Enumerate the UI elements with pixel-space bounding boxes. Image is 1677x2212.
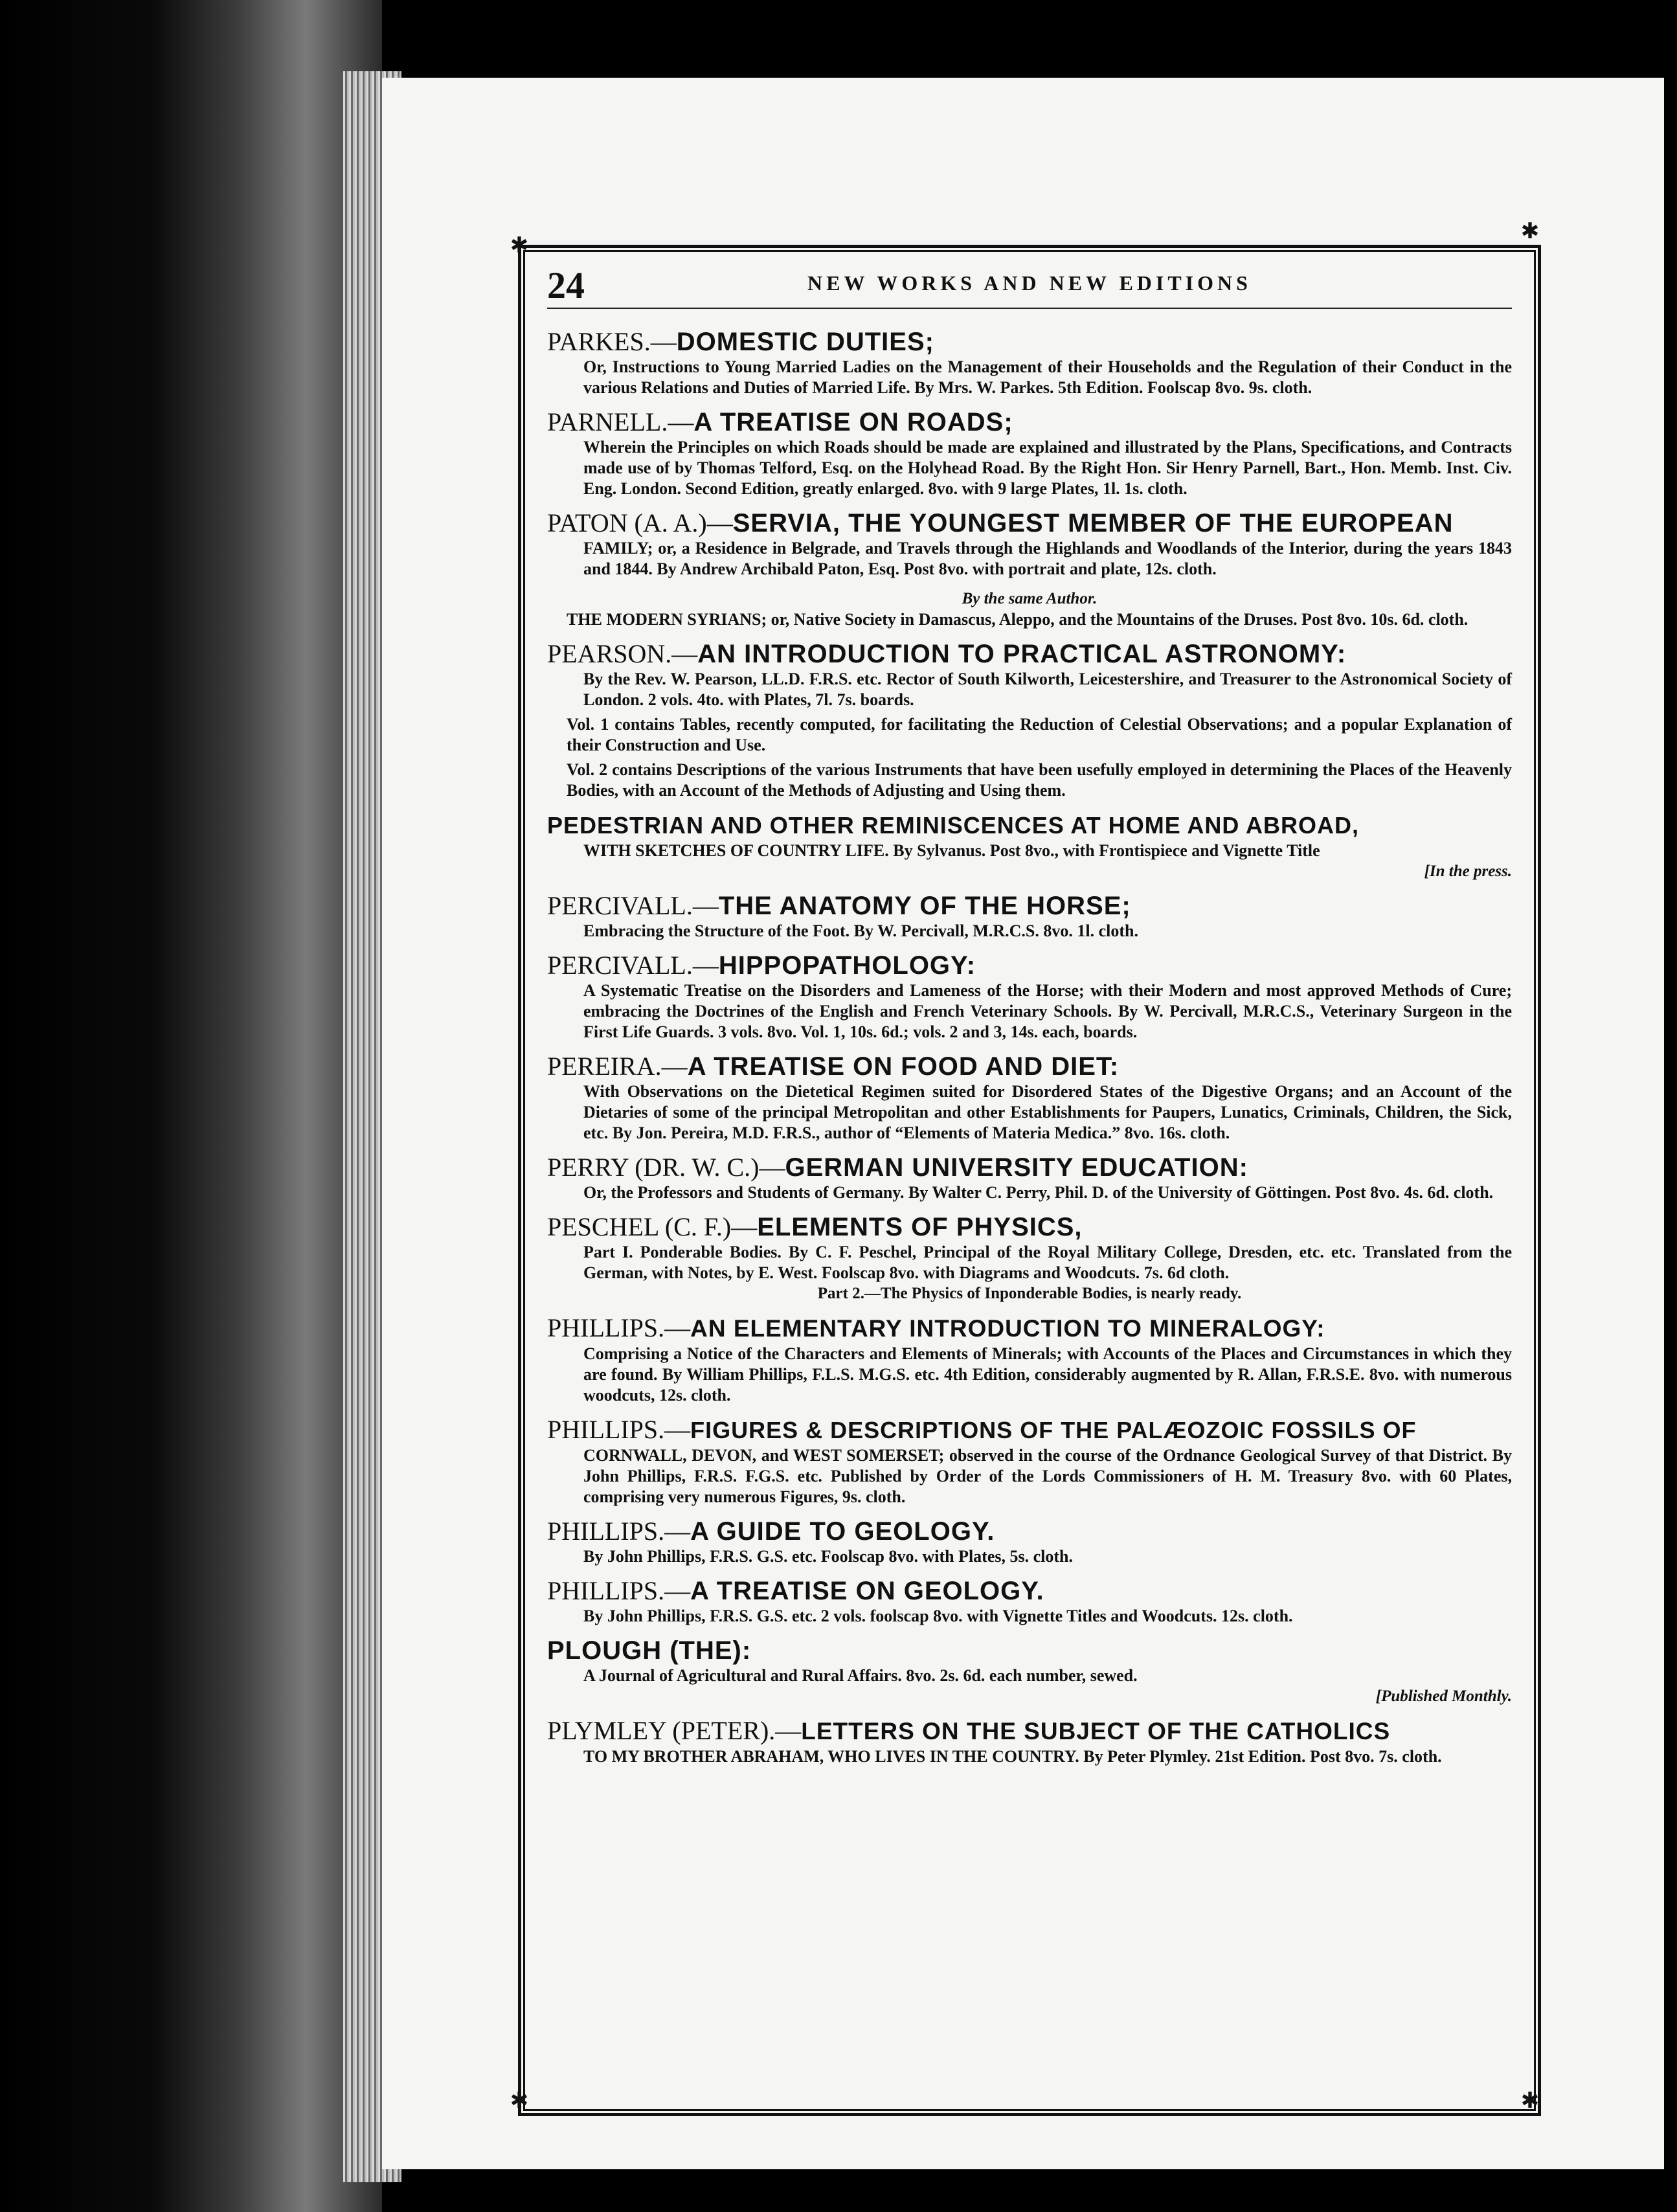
entry-author: PERCIVALL.— bbox=[547, 891, 719, 920]
corner-ornament-icon: ✱ bbox=[510, 2089, 529, 2113]
entry-plough bbox=[547, 1636, 1512, 1707]
entry-description: With Observations on the Dietetical Regimen suited for Disordered States of the Digestive Organs; and an Account of the Dietaries of some of the principal Metropolitan and other Establishments for Paupers, Lunatics, Criminals, Children, the Sick, etc. By Jon. Pereira, M.D. F.R.S., author of “Elements of Materia Medica.” 8vo. 16s. cloth. bbox=[583, 1082, 1512, 1142]
entry-phillips-fossils bbox=[547, 1415, 1512, 1507]
entry-percivall-anatomy bbox=[547, 891, 1512, 942]
entry-title: A TREATISE ON ROADS; bbox=[693, 408, 1013, 436]
entry-pearson bbox=[547, 639, 1512, 801]
entry-perry bbox=[547, 1153, 1512, 1203]
entry-author: PARKES.— bbox=[547, 327, 677, 356]
entry-pedestrian bbox=[547, 810, 1512, 882]
entry-paton bbox=[547, 508, 1512, 580]
entry-description: TO MY BROTHER ABRAHAM, WHO LIVES IN THE COUNTRY. By Peter Plymley. 21st Edition. Post 8vo. 7s. cloth. bbox=[583, 1747, 1442, 1766]
entry-description: Part I. Ponderable Bodies. By C. F. Peschel, Principal of the Royal Military College, Dresden, etc. etc. Translated from the German, with Notes, by E. West. Foolscap 8vo. with Diagrams and Woodcuts. 7s. 6d cloth. bbox=[583, 1243, 1512, 1282]
entry-description: THE MODERN SYRIANS; or, Native Society in Damascus, Aleppo, and the Mountains of the Druses. Post 8vo. 10s. 6d. cloth. bbox=[567, 610, 1469, 629]
page-header bbox=[547, 264, 1512, 309]
volume-note: Vol. 1 contains Tables, recently computed, for facilitating the Reduction of Celestial Observations; and a popular Explanation of their Construction and Use. bbox=[567, 715, 1512, 754]
entry-pereira bbox=[547, 1052, 1512, 1144]
entry-plymley bbox=[547, 1716, 1512, 1767]
entry-title: A TREATISE ON GEOLOGY. bbox=[690, 1577, 1044, 1605]
catalogue-entries bbox=[547, 327, 1512, 1776]
entry-author: PERCIVALL.— bbox=[547, 951, 719, 980]
entry-title: AN INTRODUCTION TO PRACTICAL ASTRONOMY: bbox=[697, 640, 1347, 668]
entry-title: PEDESTRIAN AND OTHER REMINISCENCES AT HOME AND ABROAD, bbox=[547, 812, 1360, 839]
corner-ornament-icon: ✱ bbox=[1520, 2089, 1540, 2113]
entry-title: A TREATISE ON FOOD AND DIET: bbox=[687, 1052, 1120, 1081]
entry-title: SERVIA, THE YOUNGEST MEMBER OF THE EUROPEAN bbox=[732, 509, 1454, 537]
entry-title: PLOUGH (THE): bbox=[547, 1636, 752, 1665]
entry-author: PLYMLEY (PETER).— bbox=[547, 1716, 802, 1745]
entry-description: Or, Instructions to Young Married Ladies on the Management of their Households and the Regulation of their Conduct in the various Relations and Duties of Married Life. By Mrs. W. Parkes. 5th Edition. Foolscap 8vo. 9s. cloth. bbox=[583, 357, 1512, 397]
entry-phillips-guide bbox=[547, 1517, 1512, 1567]
entry-description: By John Phillips, F.R.S. G.S. etc. 2 vols. foolscap 8vo. with Vignette Titles and Woodcuts. 12s. cloth. bbox=[583, 1607, 1293, 1625]
entry-author: PARNELL.— bbox=[547, 407, 694, 436]
entry-title: AN ELEMENTARY INTRODUCTION TO MINERALOGY: bbox=[690, 1315, 1325, 1342]
book-spine bbox=[0, 0, 382, 2212]
entry-description: Embracing the Structure of the Foot. By W. Percivall, M.R.C.S. 8vo. 1l. cloth. bbox=[583, 921, 1138, 940]
entry-description: Comprising a Notice of the Characters and Elements of Minerals; with Accounts of the Places and Circumstances in which they are found. By William Phillips, F.L.S. M.G.S. etc. 4th Edition, considerably augmented by R. Allan, F.R.S.E. 8vo. with numerous woodcuts, 12s. cloth. bbox=[583, 1344, 1512, 1405]
entry-title: ELEMENTS OF PHYSICS, bbox=[757, 1213, 1083, 1241]
entry-parnell bbox=[547, 407, 1512, 499]
entry-description: Or, the Professors and Students of Germany. By Walter C. Perry, Phil. D. of the University of Göttingen. Post 8vo. 4s. 6d. cloth. bbox=[583, 1183, 1494, 1202]
entry-author: PHILLIPS.— bbox=[547, 1313, 691, 1342]
entry-author: PHILLIPS.— bbox=[547, 1415, 691, 1444]
entry-title: GERMAN UNIVERSITY EDUCATION: bbox=[785, 1153, 1248, 1182]
entry-peschel bbox=[547, 1212, 1512, 1304]
entry-title: FIGURES & DESCRIPTIONS OF THE PALÆOZOIC FOSSILS OF bbox=[690, 1417, 1417, 1443]
corner-ornament-icon: ✱ bbox=[510, 234, 529, 258]
entry-phillips-mineralogy bbox=[547, 1313, 1512, 1406]
entry-description: By John Phillips, F.R.S. G.S. etc. Foolscap 8vo. with Plates, 5s. cloth. bbox=[583, 1547, 1073, 1566]
part-note: Part 2.—The Physics of Inponderable Bodies, is nearly ready. bbox=[817, 1285, 1242, 1302]
entry-title: LETTERS ON THE SUBJECT OF THE CATHOLICS bbox=[801, 1718, 1391, 1744]
entry-description: FAMILY; or, a Residence in Belgrade, and Travels through the Highlands and Woodlands of the Interior, during the years 1843 and 1844. By Andrew Archibald Paton, Esq. Post 8vo. with portrait and plate, 12s. cloth. bbox=[583, 539, 1512, 578]
entry-author: PEARSON.— bbox=[547, 639, 698, 668]
entry-title: DOMESTIC DUTIES; bbox=[676, 328, 934, 356]
entry-title: A GUIDE TO GEOLOGY. bbox=[690, 1517, 995, 1546]
entry-title: HIPPOPATHOLOGY: bbox=[718, 951, 976, 980]
volume-note: Vol. 2 contains Descriptions of the various Instruments that have been usefully employed in determining the Places of the Heavenly Bodies, with an Account of the Methods of Adjusting and Using them. bbox=[567, 760, 1512, 800]
entry-description: CORNWALL, DEVON, and WEST SOMERSET; observed in the course of the Ordnance Geological Survey of that District. By John Phillips, F.R.S. F.G.S. etc. Published by Order of the Lords Commissioners of H. M. Treasury 8vo. with 60 Plates, comprising very numerous Figures, 9s. cloth. bbox=[583, 1446, 1512, 1506]
entry-title: THE ANATOMY OF THE HORSE; bbox=[718, 892, 1131, 920]
press-note: [In the press. bbox=[1424, 863, 1512, 880]
page-number: 24 bbox=[547, 264, 585, 306]
entry-description: By the Rev. W. Pearson, LL.D. F.R.S. etc. Rector of South Kilworth, Leicestershire, and Treasurer to the Astronomical Society of London. 2 vols. 4to. with Plates, 7l. 7s. boards. bbox=[583, 670, 1512, 709]
entry-phillips-treatise bbox=[547, 1576, 1512, 1627]
entry-author: PHILLIPS.— bbox=[547, 1517, 691, 1546]
entry-author: PEREIRA.— bbox=[547, 1052, 688, 1081]
entry-paton-modern-syrians bbox=[547, 589, 1512, 630]
entry-description: Wherein the Principles on which Roads should be made are explained and illustrated by the Plans, Specifications, and Contracts made use of by Thomas Telford, Esq. on the Holyhead Road. By the Right Hon. Sir Henry Parnell, Bart., Hon. Memb. Inst. Civ. Eng. London. Second Edition, greatly enlarged. 8vo. with 9 large Plates, 1l. 1s. cloth. bbox=[583, 438, 1512, 498]
publication-note: [Published Monthly. bbox=[1375, 1687, 1512, 1705]
corner-ornament-icon: ✱ bbox=[1520, 220, 1540, 243]
entry-description: WITH SKETCHES OF COUNTRY LIFE. By Sylvanus. Post 8vo., with Frontispiece and Vignette Title bbox=[583, 841, 1320, 860]
running-head: NEW WORKS AND NEW EDITIONS bbox=[807, 271, 1252, 295]
entry-parkes bbox=[547, 327, 1512, 398]
entry-author: PESCHEL (C. F.)— bbox=[547, 1212, 758, 1241]
entry-description: A Journal of Agricultural and Rural Affairs. 8vo. 2s. 6d. each number, sewed. bbox=[583, 1666, 1138, 1685]
entry-author: PHILLIPS.— bbox=[547, 1576, 691, 1605]
same-author-note: By the same Author. bbox=[962, 590, 1097, 607]
entry-description: A Systematic Treatise on the Disorders and Lameness of the Horse; with their Modern and most approved Methods of Cure; embracing the Doctrines of the English and French Veterinary Schools. By W. Percivall, M.R.C.S., Veterinary Surgeon in the First Life Guards. 3 vols. 8vo. Vol. 1, 10s. 6d.; vols. 2 and 3, 14s. each, boards. bbox=[583, 981, 1512, 1041]
entry-author: PATON (A. A.)— bbox=[547, 508, 733, 537]
entry-percivall-hippopathology bbox=[547, 951, 1512, 1043]
entry-author: PERRY (DR. W. C.)— bbox=[547, 1153, 785, 1182]
